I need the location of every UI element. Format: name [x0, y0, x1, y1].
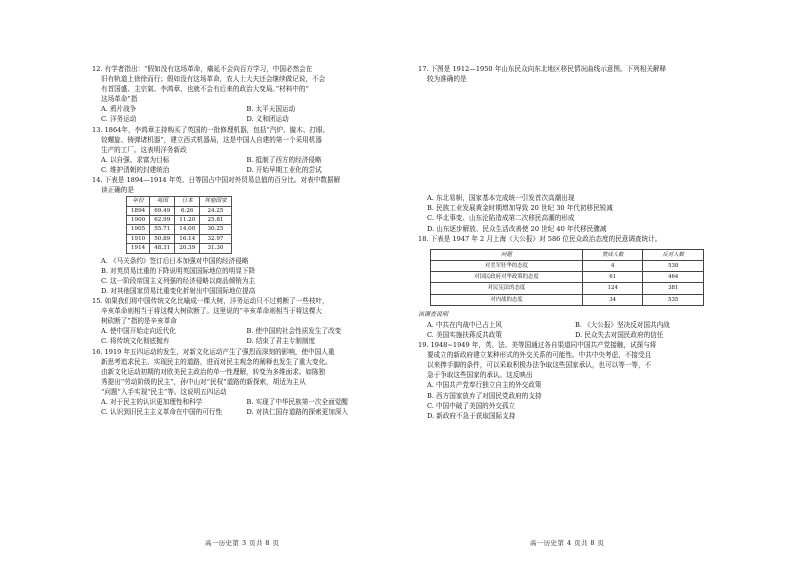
table-cell: 对内战的态度 — [431, 294, 583, 305]
q15-option-c[interactable]: C. 将传统文化彻底抛弃 — [101, 337, 170, 346]
q14-option-d[interactable]: D. 对其他国家贸易比重变化折射出中国国际地位提高 — [101, 286, 256, 295]
table-cell: 对国民政府对华政策的态度 — [431, 272, 583, 283]
table-header: 反对人数 — [643, 249, 704, 260]
table-cell: 对民宪法的态度 — [431, 283, 583, 294]
q16-option-b[interactable]: B. 实现了中华民族第一次全面觉醒 — [246, 397, 348, 406]
table-row — [127, 244, 232, 253]
right-page — [418, 64, 723, 421]
q17-options — [418, 193, 723, 233]
q16-option-c[interactable]: C. 认识到旧民主主义革命在中国的可行性 — [101, 408, 223, 417]
q13-stem-line: 铰螺旋、铸弹诸机器”，建立西式机器局，这是中国人自建的第一个采用机器 — [101, 135, 322, 144]
left-page — [92, 64, 392, 417]
q14-trade-table — [126, 196, 232, 253]
q15-option-d[interactable]: D. 结束了君主专制制度 — [246, 337, 316, 346]
table-cell: 48.31 — [150, 244, 175, 253]
table-cell: 62.99 — [150, 216, 175, 225]
table-cell: 1910 — [127, 234, 150, 243]
table-cell: 6.26 — [175, 206, 200, 215]
q13-option-b[interactable]: B. 抵制了西方的经济侵略 — [246, 155, 322, 164]
q17-stem-line: 较为准确的是 — [427, 75, 467, 84]
table-row — [127, 206, 232, 215]
table-cell: 1914 — [127, 244, 150, 253]
q17-option-a[interactable]: A. 东北易帜，国家基本完成统一引发首次高潮出现 — [427, 194, 575, 203]
q19-option-b[interactable]: B. 西方国家放弃了对国民党政府的支持 — [427, 391, 542, 400]
question-18 — [418, 234, 723, 340]
q14-option-b[interactable]: B. 对英贸易比重的下降说明英国国际地位的明显下降 — [101, 266, 256, 275]
q19-stem-line: 19. 1948~1949 年，英、法、美等国通过各自渠道同中国共产党接触，试探与将 — [418, 341, 657, 350]
q13-option-a[interactable]: A. 以自强、求富为目标 — [101, 155, 170, 164]
migration-chart-container — [488, 87, 723, 190]
table-cell: 34 — [582, 294, 643, 305]
question-12 — [92, 64, 392, 125]
q19-option-c[interactable]: C. 中国中破了美国的外交孤立 — [427, 401, 516, 410]
table-cell: 25.81 — [200, 216, 231, 225]
q15-option-a[interactable]: A. 使中国开始走向近代化 — [101, 327, 176, 336]
table-header: 英国 — [150, 197, 175, 206]
q16-options — [92, 397, 392, 417]
q18-lead: 该调查说明 — [418, 310, 449, 318]
table-header-row — [431, 249, 704, 260]
q17-stem-line: 17. 下图是 1912—1950 年山东民众向东北地区移民情况曲线示意图。下列相关解释 — [418, 65, 667, 73]
q14-option-c[interactable]: C. 这一阶段帝国主义列强的经济侵略以商品倾销为主 — [101, 276, 256, 285]
table-header: 年份 — [127, 197, 150, 206]
table-header: 赞成人数 — [582, 249, 643, 260]
question-15 — [92, 296, 392, 346]
q14-options — [92, 256, 392, 296]
q13-stem-line: 生产的工厂。这表明洋务新政 — [101, 145, 187, 154]
table-header: 其他国家 — [200, 197, 231, 206]
table-cell: 55.71 — [150, 225, 175, 234]
table-header: 问题 — [431, 249, 583, 260]
q18-option-d[interactable]: D. 民众失去对国民政府的信任 — [575, 330, 664, 339]
table-row — [431, 260, 704, 271]
table-cell: 1900 — [127, 216, 150, 225]
q14-stem-line: 读正确的是 — [101, 186, 134, 195]
q15-stem-line: 树砍断了”指的是辛亥革命 — [101, 317, 177, 326]
q12-options — [92, 104, 392, 124]
q14-stem-line: 14. 下表是 1894—1914 年英、日等国占中国对外贸易总值的百分比。对表中数据解 — [92, 176, 341, 185]
table-cell: 124 — [582, 283, 643, 294]
q17-option-d[interactable]: D. 山东逐步解放、民众生活改善使 20 世纪 40 年代移民骤减 — [427, 224, 607, 233]
q12-option-c[interactable]: C. 洋务运动 — [101, 115, 137, 124]
q17-option-c[interactable]: C. 华北事变、山东沦陷造成第二次移民高潮的形成 — [427, 214, 575, 223]
q13-options — [92, 155, 392, 175]
q16-stem-line: 16. 1919 年五四运动的发生，对新文化运动产生了强烈而深刻的影响，使中国人重 — [92, 347, 335, 356]
table-cell: 32.97 — [200, 234, 231, 243]
q19-stem-line: 要成立的新政府建立某种形式的外交关系的可能性。中共中央考虑，不接受且 — [427, 351, 652, 360]
table-cell: 14.00 — [175, 225, 200, 234]
q16-stem-line: “问题”入手实现“民主”等。这说明五四运动 — [101, 387, 227, 396]
q16-option-d[interactable]: D. 对执仁国存道路的探索更加深入 — [246, 408, 349, 417]
table-cell: 16.14 — [175, 234, 200, 243]
table-cell: 50.89 — [150, 234, 175, 243]
q18-option-c[interactable]: C. 美国实施扶蒋反共政策 — [427, 330, 502, 339]
q14-option-a[interactable]: A. 《马关条约》签订后日本加强对中国的经济侵略 — [101, 256, 249, 265]
table-cell: 31.30 — [200, 244, 231, 253]
question-19 — [418, 340, 723, 421]
q13-option-d[interactable]: D. 开始早期工业化的尝试 — [246, 165, 322, 174]
q19-option-a[interactable]: A. 中国共产党奉行独立自主的外交政策 — [427, 381, 542, 390]
q16-option-a[interactable]: A. 对于民主的认识更加理性和科学 — [101, 397, 203, 406]
q19-options — [418, 380, 723, 420]
table-cell: 538 — [643, 260, 704, 271]
q15-option-b[interactable]: B. 使中国的社会性质发生了改变 — [246, 327, 342, 336]
table-cell: 69.49 — [150, 206, 175, 215]
question-17 — [418, 64, 723, 234]
q17-option-b[interactable]: B. 民族工业发展黄金时期增加导致 20 世纪 30 年代初移民锐减 — [427, 204, 613, 213]
question-13 — [92, 125, 392, 175]
q15-options — [92, 326, 392, 346]
table-cell: 11.20 — [175, 216, 200, 225]
table-cell: 1894 — [127, 206, 150, 215]
q18-option-b[interactable]: B. 《大公报》坚决反对国共内战 — [575, 320, 670, 329]
q13-stem-line: 13. 1864年，李鸿章主持购买了英国的一批修理机器，包括“汽炉、镟木、打眼、 — [92, 125, 330, 134]
q12-option-b[interactable]: B. 太平天国运动 — [246, 105, 296, 114]
table-cell: 61 — [582, 272, 643, 283]
q12-stem-line: 这场革命”指 — [101, 95, 138, 104]
table-cell: 464 — [643, 272, 704, 283]
migration-line-chart — [488, 87, 648, 187]
q18-option-a[interactable]: A. 中共在内战中已占上风 — [427, 320, 502, 329]
question-16 — [92, 347, 392, 418]
q15-stem-line: 辛亥革命则相当于将这棵大树砍断了。这里说的“辛亥革命则相当于将这棵大 — [101, 307, 322, 316]
q12-stem-line: 12. 有学者指出：“假如没有这场革命，痛延不会向百方学习，中国必然会在 — [92, 65, 313, 73]
table-header: 日本 — [175, 197, 200, 206]
q19-option-d[interactable]: D. 新政府不急于获取国际支持 — [427, 411, 516, 420]
q19-stem-line: 以来捧手脚的条件，可以采取积极办法争取这些国家承认，也可以等一等，不 — [427, 361, 652, 370]
table-cell: 1905 — [127, 225, 150, 234]
table-cell: 对美军驻华的态度 — [431, 260, 583, 271]
q16-stem-line: 新思考追求民主、实现民主的道路，进而对民主观念的阐释也发生了重大变化。 — [101, 357, 332, 366]
table-row — [431, 294, 704, 305]
q16-stem-line: 由新文化运动初期的对欧美民主政治的单一性理解，转变为多维面求。如陈独 — [101, 367, 326, 376]
table-cell: 381 — [643, 283, 704, 294]
table-cell: 24.25 — [200, 206, 231, 215]
table-row — [127, 225, 232, 234]
table-cell: 20.39 — [175, 244, 200, 253]
q18-options — [418, 320, 723, 340]
q12-option-a[interactable]: A. 鸦片战争 — [101, 105, 137, 114]
table-row — [431, 272, 704, 283]
q19-stem-line: 急于争取这些国家的承认。这反映出 — [427, 371, 533, 380]
table-cell: 4 — [582, 260, 643, 271]
table-row — [431, 283, 704, 294]
table-row — [127, 216, 232, 225]
question-14 — [92, 175, 392, 296]
table-header-row — [127, 197, 232, 206]
q12-stem-line: 有首国盛、主宗氣、李鸿章，也就不会有后来的政治大变局。”材料中的“ — [101, 85, 309, 94]
left-page-footer: 高一历史第 3 页共 8 页 — [205, 539, 280, 547]
q16-stem-line: 秀提出“劳动阶级的民主”，孙中山对“民权”道路的新探索，胡适为主从 — [101, 377, 306, 386]
q13-option-c[interactable]: C. 维护清朝的封建统治 — [101, 165, 170, 174]
q12-option-d[interactable]: D. 义和团运动 — [246, 115, 289, 124]
q12-stem-line: 旧有轨道上徐徐而行；假如没有这场革命，农人士大夫还会继续做记说，不会 — [101, 75, 326, 84]
table-cell: 30.25 — [200, 225, 231, 234]
q18-survey-table — [430, 249, 704, 306]
table-cell: 535 — [643, 294, 704, 305]
right-page-footer: 高一历史第 4 页共 8 页 — [530, 539, 605, 547]
q15-stem-line: 15. 如果我们将中国传统文化比喻成一棵大树，洋务运动只不过剪断了一些枝叶， — [92, 297, 329, 306]
q18-stem-line: 18. 下表是 1947 年 2 月上海《大公报》对 586 位民众政治态度的民意调查统计。 — [418, 234, 662, 243]
table-row — [127, 234, 232, 243]
